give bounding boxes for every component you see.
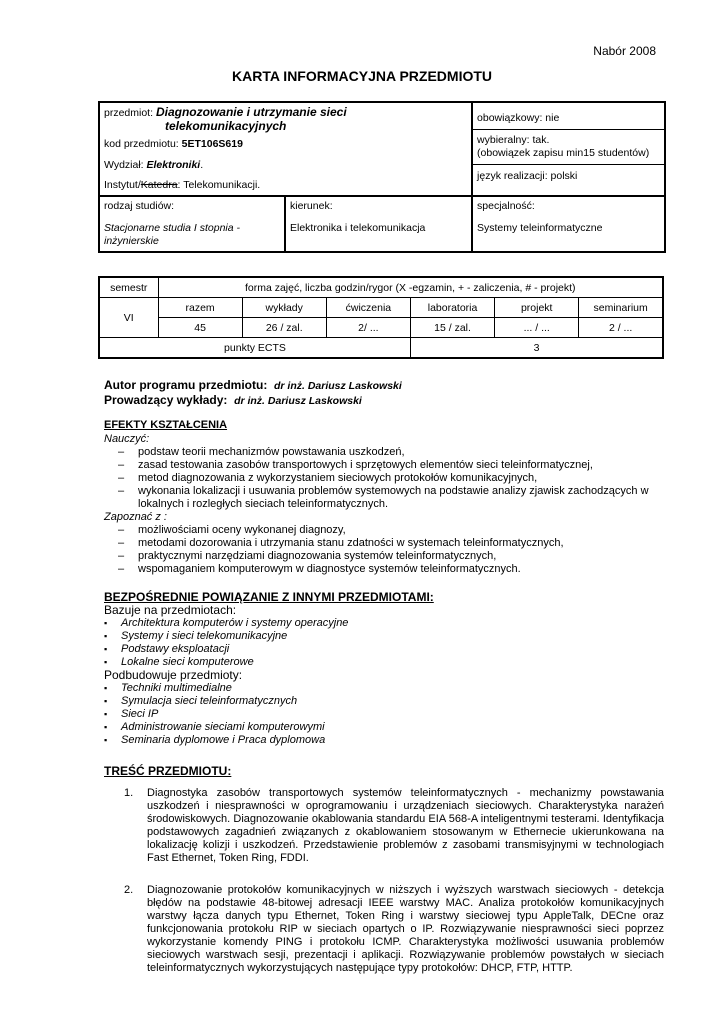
hours-value: 45 — [158, 318, 242, 338]
col-header: razem — [158, 298, 242, 318]
list-item: ▪ Architektura komputerów i systemy operacyjne — [104, 617, 664, 630]
item-number: 2. — [124, 884, 134, 896]
list-item: ▪ Symulacja sieci teleinformatycznych — [104, 695, 664, 708]
instytut-label: Instytut/ — [104, 179, 141, 191]
autor-value: dr inż. Dariusz Laskowski — [274, 380, 402, 392]
tresc-list — [104, 787, 664, 975]
ects-label: punkty ECTS — [99, 338, 410, 359]
efekty-section — [104, 419, 664, 576]
rodzaj-cell — [99, 196, 285, 252]
semestr-label: semestr — [99, 277, 158, 298]
wydzial-label: Wydział: — [104, 159, 144, 171]
zapoznac-label: Zapoznać z : — [104, 511, 167, 523]
list-item — [104, 884, 664, 975]
wybieralny: wybieralny: tak. — [477, 134, 550, 146]
info-table — [98, 101, 666, 253]
tresc-heading: TREŚĆ PRZEDMIOTU: — [104, 764, 232, 778]
authors-block — [104, 378, 402, 408]
list-item: ▪ Systemy i sieci telekomunikacyjne — [104, 630, 664, 643]
specjalnosc-value: Systemy teleinformatyczne — [477, 222, 603, 234]
jezyk-realizacji: język realizacji: polski — [473, 164, 664, 183]
list-item: – praktycznymi narzędziami diagnozowania systemów teleinformatycznych, — [104, 550, 664, 563]
hours-value: 26 / zal. — [242, 318, 326, 338]
kod-label: kod przedmiotu: — [104, 138, 179, 150]
obowiazek-zapisu: (obowiązek zapisu min15 studentów) — [477, 147, 650, 159]
list-item: – wykonania lokalizacji i usuwania problemów systemowych na podstawie analizy zjawisk zachodzących w lokalnych i rozległych sieciach teleinformatycznych. — [104, 485, 664, 511]
obowiazkowy: obowiązkowy: nie — [477, 112, 560, 124]
item-number: 1. — [124, 787, 134, 799]
list-item — [104, 787, 664, 865]
kierunek-label: kierunek: — [290, 200, 333, 212]
nabor-label: Nabór 2008 — [593, 44, 656, 58]
ects-value: 3 — [410, 338, 663, 359]
list-item: ▪ Sieci IP — [104, 708, 664, 721]
hours-value: 15 / zal. — [410, 318, 494, 338]
bazuje-list — [104, 617, 664, 669]
specjalnosc-cell — [472, 196, 665, 252]
list-item: ▪ Lokalne sieci komputerowe — [104, 656, 664, 669]
bazuje-label: Bazuje na przedmiotach: — [104, 603, 237, 617]
list-item: ▪ Techniki multimedialne — [104, 682, 664, 695]
instytut-value: : Telekomunikacji. — [177, 179, 261, 191]
list-item: – zasad testowania zasobów transportowych i sprzętowych elementów sieci teleinformatycznej, — [104, 459, 664, 472]
item-text: Diagnozowanie protokołów komunikacyjnych w niższych i wyższych warstwach sieciowych - detekcja błędów na podstawie 48-bitowej adresacji IEEE warstwy MAC. Analiza protokołów komunikacyjnych warstwy łącza danych typu Ethernet, Token Ring i warstwy sieciowej typu AppleTalk, DECne oraz funkcjonowania protokołu RIP w sieciach opartych o IP. Rozwiązywanie niesprawności sieci poprzez wykorzystanie komendy PING i protokołu ICMP. Charakterystyka możliwości usuwania problemów sieciowych warstwach sesji, prezentacji i aplikacji. Rozwiązywanie problemów powstałych w sieciach teleinformatycznych wykorzystujących następujące typy protokołów: DHCP, FTP, HTTP. — [147, 884, 664, 974]
subject-cell: przedmiot: Diagnozowanie i utrzymanie sieci telekomunikacyjnych kod przedmiotu: 5ET106S619 Wydział: Elektroniki. Instytut/Katedra: Telekomunikacji. — [99, 102, 472, 196]
col-header: laboratoria — [410, 298, 494, 318]
list-item: – metod diagnozowania z wykorzystaniem sieciowych protokołów komunikacyjnych, — [104, 472, 664, 485]
list-item: ▪ Administrowanie sieciami komputerowymi — [104, 721, 664, 734]
semestr-value: VI — [99, 298, 158, 338]
tresc-section — [104, 764, 664, 994]
col-header: seminarium — [579, 298, 663, 318]
specjalnosc-label: specjalność: — [477, 200, 535, 212]
efekty-heading: EFEKTY KSZTAŁCENIA — [104, 419, 228, 431]
hours-value: 2 / ... — [579, 318, 663, 338]
rodzaj-value: Stacjonarne studia I stopnia - inżynierskie — [104, 222, 240, 247]
kierunek-cell — [285, 196, 472, 252]
list-item: – wspomaganiem komputerowym w diagnostyce systemów teleinformatycznych. — [104, 563, 664, 576]
rodzaj-label: rodzaj studiów: — [104, 200, 175, 212]
autor-label: Autor programu przedmiotu: — [104, 378, 268, 392]
powiazanie-heading: BEZPOŚREDNIE POWIĄZANIE Z INNYMI PRZEDMIOTAMI: — [104, 590, 434, 604]
page-title: KARTA INFORMACYJNA PRZEDMIOTU — [231, 68, 493, 84]
prowadzacy-value: dr inż. Dariusz Laskowski — [234, 395, 362, 407]
zapoznac-list — [104, 524, 664, 576]
podbudowuje-label: Podbudowuje przedmioty: — [104, 668, 243, 682]
options-cell — [472, 102, 665, 196]
kod-value: 5ET106S619 — [181, 138, 243, 150]
forma-header: forma zajęć, liczba godzin/rygor (X -egzamin, + - zaliczenia, # - projekt) — [158, 277, 663, 298]
list-item: – możliwościami oceny wykonanej diagnozy, — [104, 524, 664, 537]
katedra-struck: Katedra — [140, 179, 178, 191]
subject-name-line2: telekomunikacyjnych — [165, 119, 287, 133]
item-text: Diagnostyka zasobów transportowych systemów teleinformatycznych - mechanizmy powstawania uszkodzeń i niesprawności w oprogramowaniu i urządzeniach sieciowych. Charakterystyka narażeń środowiskowych. Diagnozowanie okablowania standardu EIA 568-A inteligentnymi testerami. Identyfikacja podstawowych zagadnień związanych z okablowaniem stosowanym w Ethernecie ukierunkowana na lokalizację kolizji i uszkodzeń. Przedstawienie problemów z zasobami transmisyjnymi w technologiach Fast Ethernet, Token Ring, FDDI. — [147, 787, 664, 864]
list-item: – podstaw teorii mechanizmów powstawania uszkodzeń, — [104, 446, 664, 459]
kierunek-value: Elektronika i telekomunikacja — [290, 222, 426, 234]
hours-value: 2/ ... — [326, 318, 410, 338]
hours-value: ... / ... — [495, 318, 579, 338]
subject-name-line1: Diagnozowanie i utrzymanie sieci — [155, 105, 347, 119]
col-header: wykłady — [242, 298, 326, 318]
col-header: ćwiczenia — [326, 298, 410, 318]
list-item: – metodami dozorowania i utrzymania stanu zdatności w systemach teleinformatycznych, — [104, 537, 664, 550]
powiazanie-section — [104, 591, 664, 747]
przedmiot-label: przedmiot: — [104, 107, 154, 119]
nauczyc-label: Nauczyć: — [104, 433, 150, 445]
prowadzacy-label: Prowadzący wykłady: — [104, 393, 228, 407]
list-item: ▪ Seminaria dyplomowe i Praca dyplomowa — [104, 734, 664, 747]
col-header: projekt — [495, 298, 579, 318]
podbudowuje-list — [104, 682, 664, 747]
semester-table — [98, 276, 664, 359]
wydzial-value: Elektroniki — [146, 159, 201, 171]
nauczyc-list — [104, 446, 664, 511]
list-item: ▪ Podstawy eksploatacji — [104, 643, 664, 656]
